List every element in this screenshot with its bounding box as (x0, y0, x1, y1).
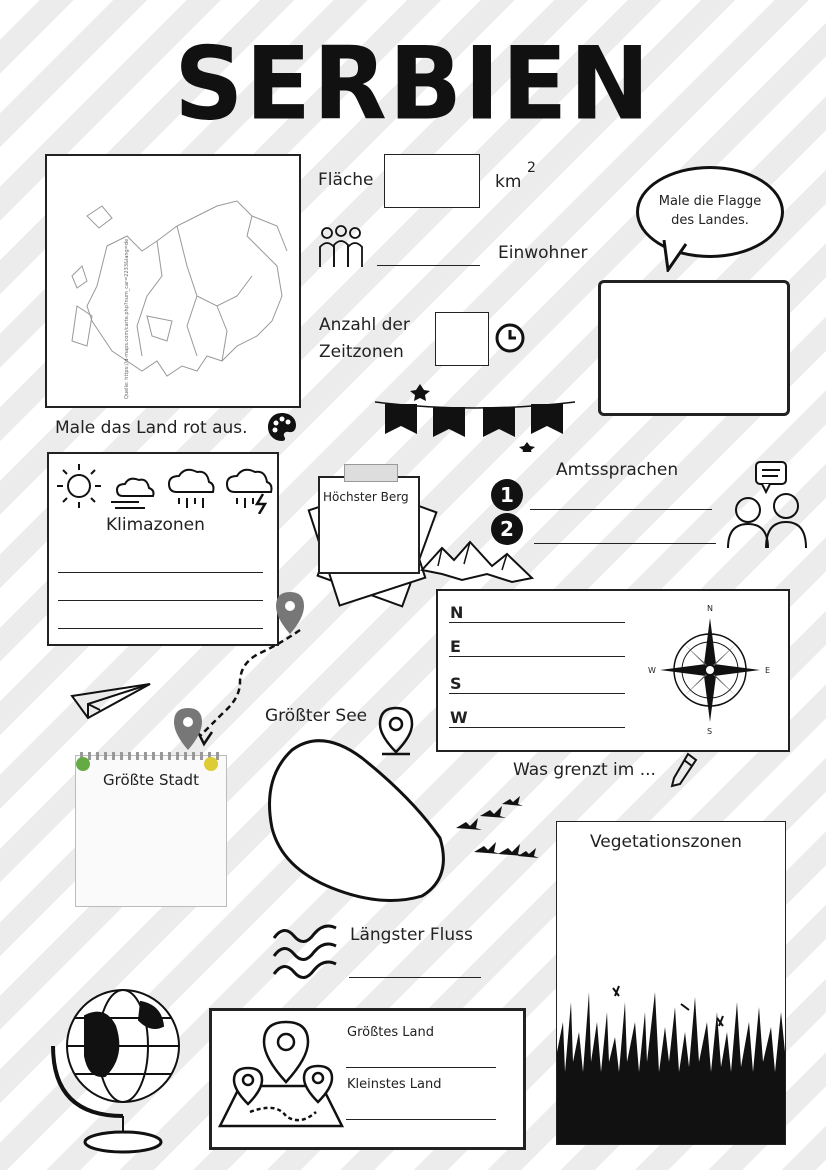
area-unit: km (495, 172, 522, 192)
climate-label: Klimazonen (106, 515, 205, 535)
vegetation-box[interactable] (556, 821, 786, 1145)
compass-label-n: N (707, 604, 713, 613)
smallest-state-line[interactable] (346, 1119, 496, 1120)
page-title: SERBIEN (174, 25, 652, 143)
languages-label: Amtssprachen (556, 460, 679, 480)
border-line-south[interactable] (449, 693, 625, 694)
palette-icon (266, 411, 298, 447)
tape-decoration (344, 464, 398, 482)
largest-state-line[interactable] (346, 1067, 496, 1068)
map-caption: Male das Land rot aus. (55, 418, 248, 438)
pushpin-left-icon (76, 757, 90, 771)
river-input-line[interactable] (349, 977, 481, 978)
border-line-north[interactable] (449, 622, 625, 623)
flag-prompt: Male die Flagge des Landes. (658, 194, 762, 228)
lake-outline[interactable] (262, 728, 452, 912)
area-input-box[interactable] (384, 154, 480, 208)
number-two-icon: 2 (491, 513, 523, 545)
pencil-icon (670, 752, 698, 792)
border-letter-e: E (450, 637, 461, 656)
smallest-state-label: Kleinstes Land (347, 1077, 442, 1092)
pushpin-right-icon (204, 757, 218, 771)
timezones-input-box[interactable] (435, 312, 489, 366)
borders-caption: Was grenzt im ... (513, 760, 656, 780)
language-line-2[interactable] (534, 543, 716, 544)
population-input-line[interactable] (377, 265, 480, 266)
compass-rose-icon (650, 606, 770, 734)
compass-label-e: E (765, 666, 771, 675)
river-label: Längster Fluss (350, 925, 473, 945)
spiral-binding (80, 752, 220, 760)
population-label: Einwohner (498, 243, 588, 263)
flag-speech-bubble (636, 166, 784, 258)
globe-icon (45, 966, 200, 1165)
border-line-east[interactable] (449, 656, 625, 657)
compass-label-w: W (648, 666, 656, 675)
map-credit: Quelle: https://d-maps.com/carte.php?num_car=2233&lang=de (124, 238, 130, 399)
map-pins-icon (216, 1016, 346, 1138)
compass-label-s: S (707, 727, 713, 736)
bunting-decoration (365, 382, 585, 456)
border-letter-n: N (450, 603, 464, 622)
speech-bubble-tail (660, 240, 690, 276)
timezones-label-line1: Anzahl der (319, 315, 410, 335)
largest-state-label: Größtes Land (347, 1025, 434, 1040)
lake-label: Größter See (265, 706, 368, 726)
paper-plane-icon (70, 680, 152, 726)
border-letter-s: S (450, 674, 462, 693)
city-label: Größte Stadt (103, 771, 199, 789)
area-label: Fläche (318, 170, 374, 190)
timezones-label-line2: Zeitzonen (319, 342, 404, 362)
clock-icon (494, 322, 526, 358)
mountain-label: Höchster Berg (323, 490, 409, 504)
number-one-icon: 1 (491, 479, 523, 511)
flag-drawing-box[interactable] (598, 280, 790, 416)
river-waves-icon (270, 914, 344, 988)
climate-line-1[interactable] (58, 572, 263, 573)
border-letter-w: W (450, 708, 468, 727)
area-unit-superscript: 2 (527, 160, 536, 176)
map-box[interactable] (45, 154, 301, 408)
grass-silhouette (557, 822, 785, 1144)
birds-decoration (452, 796, 542, 870)
europe-map-outline (47, 156, 299, 406)
language-line-1[interactable] (530, 509, 712, 510)
people-icon (318, 225, 364, 273)
talking-people-icon (722, 460, 814, 556)
border-line-west[interactable] (449, 727, 625, 728)
vegetation-label: Vegetationszonen (590, 832, 742, 852)
weather-icons (55, 460, 275, 518)
